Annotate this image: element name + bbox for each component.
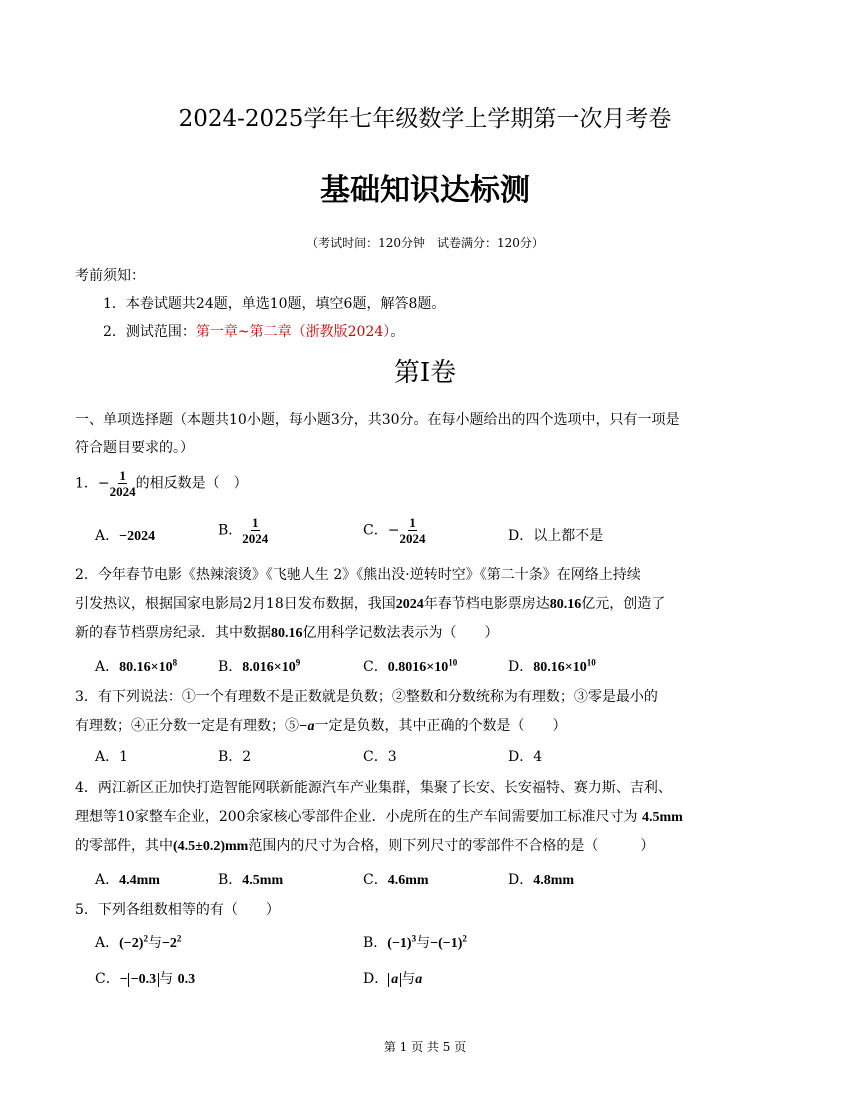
q4-option-c: C．4.6mm <box>363 872 429 888</box>
q3-line-1: 3．有下列说法：①一个有理数不是正数就是负数；②整数和分数统称为有理数；③零是最小的 <box>75 689 658 705</box>
exam-subtitle: 基础知识达标测 <box>320 173 530 208</box>
q4-line-1: 4．两江新区正加快打造智能网联新能源汽车产业集群，集聚了长安、长安福特、赛力斯、吉利、 <box>75 780 672 796</box>
volume-title: 第Ⅰ卷 <box>393 358 457 388</box>
q1-option-c: C．− $\frac{1}{2024}$ <box>363 515 426 546</box>
q1-option-b: B． $\frac{1}{2024}$ <box>218 515 269 546</box>
q1-frac-top: 1 <box>119 468 126 483</box>
q2-line-2: 引发热议，根据国家电影局2月18日发布数据，我国2024年春节档电影票房达80.16亿元，创造了 <box>75 596 666 612</box>
absolute-value: a <box>388 973 401 987</box>
q4-option-b: B．4.5mm <box>218 872 284 888</box>
absolute-value: −0.3 <box>128 973 159 987</box>
q2-option-a: A．$80.16\times 10^8$ <box>95 657 178 675</box>
notice-item-2 <box>103 321 404 341</box>
exam-info: （考试时间：120分钟 试卷满分：120分） <box>306 236 544 250</box>
section-heading-line-2: 符合题目要求的。） <box>75 440 194 456</box>
q1-frac-bottom: 2024 <box>109 484 136 499</box>
notice-item-2-suffix: 。 <box>390 324 405 340</box>
q2-line-1: 2．今年春节电影《热辣滚烫》《飞驰人生 2》《熊出没·逆转时空》《第二十条》在网络上持续 <box>75 567 641 583</box>
q5-line-1: 5．下列各组数相等的有（ ） <box>75 902 280 918</box>
q4-option-d: D．4.8mm <box>508 872 575 888</box>
question-1 <box>75 468 248 499</box>
q3-line-2: 有理数；④正分数一定是有理数；⑤−a一定是负数，其中正确的个数是（ ） <box>75 718 567 734</box>
q1-option-d: D．以上都不是 <box>508 528 604 544</box>
q3-option-c: C．3 <box>363 749 397 765</box>
q4-line-2: 理想等10家整车企业，200余家核心零部件企业．小虎所在的生产车间需要加工标准尺寸为 4.5mm <box>75 809 683 825</box>
q5-option-d: D． a 与a <box>363 971 423 987</box>
q1-fraction <box>110 468 136 499</box>
q5-option-b: B．$(-1)^3$与$-(-1)^2$ <box>363 933 467 951</box>
q5-option-a: A．$(-2)^2$与$-2^2$ <box>95 933 182 951</box>
q1-text: 的相反数是（ ） <box>135 475 248 492</box>
q3-option-a: A．1 <box>95 749 129 765</box>
section-heading-line-1: 一、单项选择题（本题共10小题，每小题3分，共30分。在每小题给出的四个选项中，只有一项是 <box>75 412 680 428</box>
q2-option-d: D．$80.16\times 10^{10}$ <box>508 657 596 675</box>
q3-option-b: B．2 <box>218 749 252 765</box>
notice-heading: 考前须知： <box>75 268 145 284</box>
exam-title: 2024-2025学年七年级数学上学期第一次月考卷 <box>178 106 672 132</box>
q5-option-c: C．− −0.3 与 0.3 <box>95 971 196 987</box>
notice-item-1: 1．本卷试题共24题，单选10题，填空6题，解答8题。 <box>103 296 446 312</box>
q2-line-3: 新的春节档票房纪录．其中数据80.16亿用科学记数法表示为（ ） <box>75 625 499 641</box>
q2-option-c: C．$0.8016\times 10^{10}$ <box>363 657 458 675</box>
q1-number: 1．− <box>75 475 110 492</box>
test-range: 第一章~第二章（浙教版2024） <box>195 324 391 340</box>
q4-line-3: 的零部件，其中(4.5±0.2)mm范围内的尺寸为合格，则下列尺寸的零部件不合格的是（ ） <box>75 838 655 854</box>
page-footer: 第 1 页 共 5 页 <box>383 1040 467 1054</box>
q4-option-a: A．4.4mm <box>95 872 160 888</box>
q1-option-a: A．−2024 <box>95 528 156 544</box>
notice-item-2-prefix: 2．测试范围： <box>103 324 196 340</box>
q3-option-d: D．4 <box>508 749 543 765</box>
q2-option-b: B．$8.016\times 10^9$ <box>218 657 301 675</box>
